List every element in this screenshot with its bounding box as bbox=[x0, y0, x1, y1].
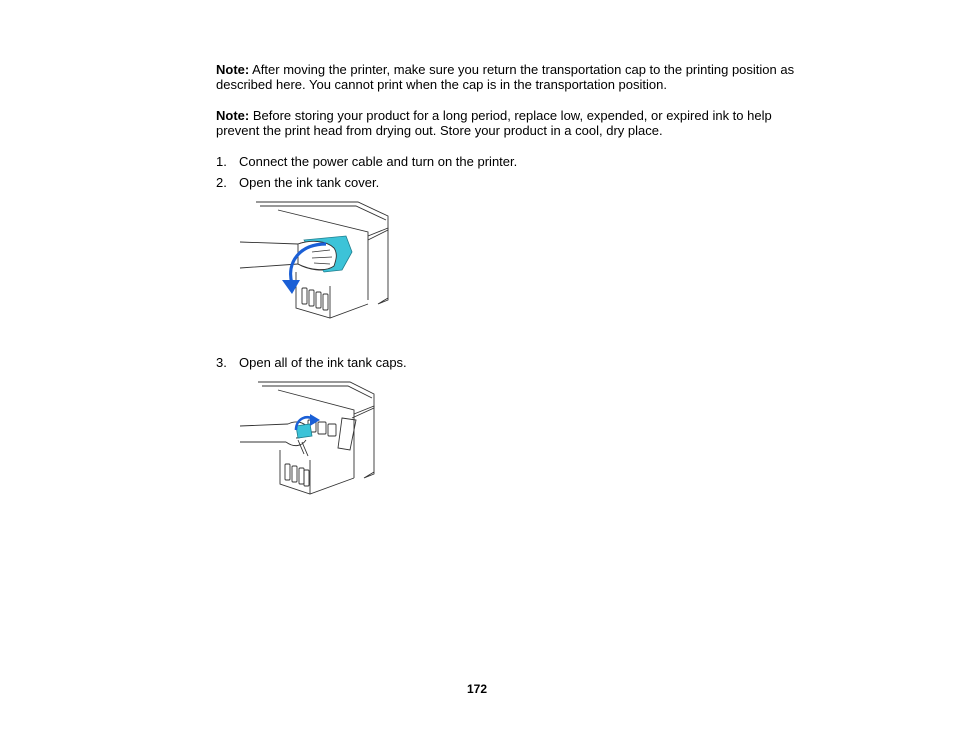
open-ink-tank-caps-illustration bbox=[238, 380, 378, 500]
open-ink-tank-cover-illustration bbox=[238, 200, 390, 320]
step-1 bbox=[216, 155, 517, 169]
step-text: Connect the power cable and turn on the printer. bbox=[239, 154, 518, 169]
page-number: 172 bbox=[466, 682, 488, 696]
step-number: 2. bbox=[216, 175, 227, 190]
note-storage bbox=[216, 109, 816, 138]
step-3 bbox=[216, 356, 407, 370]
note-transportation-cap bbox=[216, 63, 816, 92]
step-number: 1. bbox=[216, 154, 227, 169]
step-text: Open the ink tank cover. bbox=[239, 175, 380, 190]
arrow-head-icon bbox=[310, 414, 320, 426]
step-2 bbox=[216, 176, 379, 190]
note-text: Before storing your product for a long period, replace low, expended, or expired ink to help prevent the print head from drying out. Store your product in a cool, dry place. bbox=[216, 108, 772, 138]
note-label: Note: bbox=[216, 62, 250, 77]
arrow-head-icon bbox=[282, 280, 300, 294]
note-text: After moving the printer, make sure you return the transportation cap to the printing position as described here. You cannot print when the cap is in the transportation position. bbox=[216, 62, 795, 92]
step-number: 3. bbox=[216, 355, 227, 370]
step-text: Open all of the ink tank caps. bbox=[239, 355, 407, 370]
note-label: Note: bbox=[216, 108, 250, 123]
